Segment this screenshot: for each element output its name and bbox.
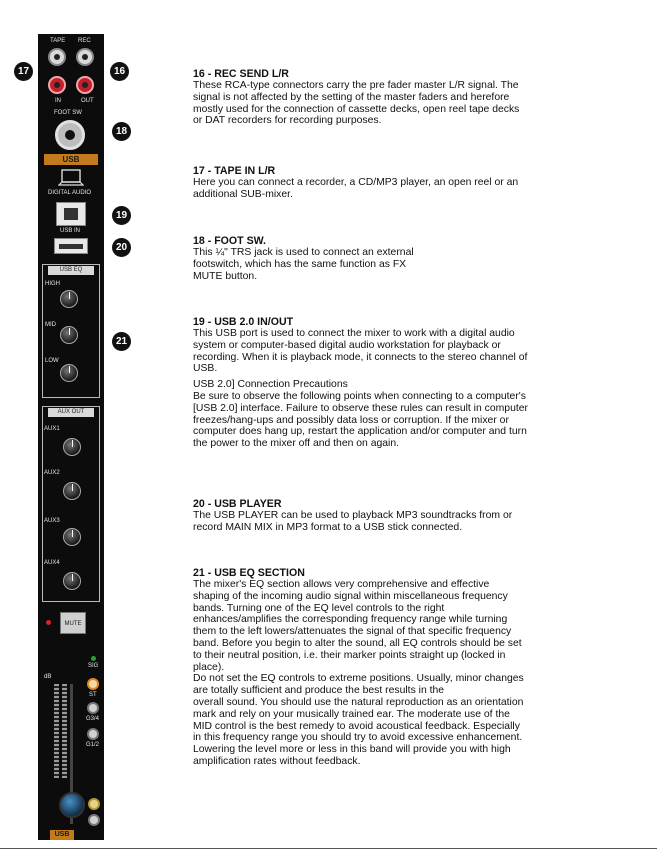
eq-low-label: LOW xyxy=(45,358,59,364)
usb-b-port[interactable] xyxy=(56,202,86,226)
mute-label: MUTE xyxy=(64,621,82,627)
section-19 xyxy=(193,316,603,450)
pfl-button[interactable] xyxy=(88,798,100,810)
g12-label: G1/2 xyxy=(86,742,100,748)
callout-19: 19 xyxy=(112,206,131,225)
section-19-precautions: USB 2.0] Connection Precautions Be sure to observe the following points when connecting to a computer's [USB 2.0] interface. Failure to observe these rules can result in computer freezes/hang-ups and possibly data loss or corruption. If the mixer or computer does hang up, restart the application and/or computer and turn the power to the mixer off and then on again. xyxy=(193,379,528,450)
level-meter-left xyxy=(54,684,59,778)
sig-label: SIG xyxy=(88,663,99,669)
section-21-title: 21 - USB EQ SECTION xyxy=(193,567,305,579)
foot-switch-jack xyxy=(55,120,85,150)
section-16-title: 16 - REC SEND L/R xyxy=(193,68,289,80)
section-17-body: Here you can connect a recorder, a CD/MP3 player, an open reel or an additional SUB-mixer. xyxy=(193,177,519,200)
eq-mid-knob[interactable] xyxy=(60,326,78,344)
section-19-body: This USB port is used to connect the mixer to work with a digital audio system or computer-based digital audio workstation for playback or recording. When it is playback mode, it connects to the stereo channel of USB. xyxy=(193,328,528,375)
rec-label: REC xyxy=(78,38,91,44)
tape-in-rca-right xyxy=(48,76,66,94)
page-bottom-rule xyxy=(0,848,657,849)
mute-button[interactable] xyxy=(60,612,86,634)
callout-20: 20 xyxy=(112,238,131,257)
g34-label: G3/4 xyxy=(86,716,100,722)
out-label: OUT xyxy=(81,98,94,104)
aux2-knob[interactable] xyxy=(63,482,81,500)
aux4-knob[interactable] xyxy=(63,572,81,590)
section-20-title: 20 - USB PLAYER xyxy=(193,498,282,510)
st-label: ST xyxy=(89,692,97,698)
section-21 xyxy=(193,567,603,768)
section-21-body: The mixer's EQ section allows very comprehensive and effective shaping of the incoming audio signal within miscellaneous frequency bands. Turning one of the EQ level controls to the right enhances/amplifies the corresponding frequency range while turning them to the left lowers/attenuates the signal of that specific frequency band. Before you begin to alter the sound, all EQ controls should be set to their neutral position, i.e. their marker points straight up (locked in place). Do not set the EQ controls to extreme positions. Usually, minor changes are totally sufficient and produce the best results in the overall sound. You should use the natural reproduction as an orientation mark and rely on your musically trained ear. The moderate use of the MID control is the best remedy to avoid acoustical feedback. Especially in this frequency range you should try to avoid excessive enhancement. Lowering the level more or less in this band will provide you with high amplification rates without feedback. xyxy=(193,579,524,767)
section-19-title: 19 - USB 2.0 IN/OUT xyxy=(193,316,294,328)
rec-out-rca-right xyxy=(76,76,94,94)
aux4-label: AUX4 xyxy=(44,560,60,566)
db-label: dB xyxy=(44,674,52,680)
eq-low-knob[interactable] xyxy=(60,364,78,382)
digital-audio-label: DIGITAL AUDIO xyxy=(48,190,92,196)
usb-a-port[interactable] xyxy=(54,238,88,254)
sig-led xyxy=(91,656,96,661)
section-18 xyxy=(193,235,603,282)
eq-high-label: HIGH xyxy=(45,281,60,287)
eq-mid-label: MID xyxy=(45,322,56,328)
aux1-knob[interactable] xyxy=(63,438,81,456)
callout-17: 17 xyxy=(14,62,33,81)
section-20 xyxy=(193,498,603,534)
section-16-body: These RCA-type connectors carry the pre fader master L/R signal. The signal is not affected by the setting of the master faders and herefore mostly used for the connection of cassette decks, open reel tape decks or DAT recorders for recording purposes. xyxy=(193,80,520,127)
mute-led xyxy=(46,620,51,625)
g12-assign-button[interactable] xyxy=(87,728,99,740)
callout-16: 16 xyxy=(110,62,129,81)
usb-eq-title: USB EQ xyxy=(48,266,94,275)
aux3-knob[interactable] xyxy=(63,528,81,546)
foot-sw-label: FOOT SW xyxy=(54,110,82,116)
rec-out-rca-left xyxy=(76,48,94,66)
solo-button[interactable] xyxy=(88,814,100,826)
fader-knob[interactable] xyxy=(59,792,85,818)
eq-high-knob[interactable] xyxy=(60,290,78,308)
g34-assign-button[interactable] xyxy=(87,702,99,714)
section-17 xyxy=(193,165,603,201)
section-16 xyxy=(193,68,603,127)
usb-section-header: USB xyxy=(44,154,98,165)
aux1-label: AUX1 xyxy=(44,426,60,432)
in-label: IN xyxy=(55,98,61,104)
st-assign-button[interactable] xyxy=(87,678,99,690)
aux2-label: AUX2 xyxy=(44,470,60,476)
tape-in-rca-left xyxy=(48,48,66,66)
aux3-label: AUX3 xyxy=(44,518,60,524)
callout-21: 21 xyxy=(112,332,131,351)
usb-in-label: USB IN xyxy=(60,228,81,234)
usb-footer-label: USB xyxy=(50,830,74,840)
section-18-title: 18 - FOOT SW. xyxy=(193,235,266,247)
section-17-title: 17 - TAPE IN L/R xyxy=(193,165,276,177)
tape-label: TAPE xyxy=(50,38,66,44)
aux-out-title: AUX OUT xyxy=(48,408,94,417)
callout-18: 18 xyxy=(112,122,131,141)
mixer-channel-strip xyxy=(38,34,104,840)
level-meter-right xyxy=(62,684,67,778)
section-20-body: The USB PLAYER can be used to playback MP3 soundtracks from or record MAIN MIX in MP3 format to a USB stick connected. xyxy=(193,510,513,533)
laptop-icon xyxy=(58,168,84,188)
section-18-body: This ¼" TRS jack is used to connect an external footswitch, which has the same function as FX MUTE button. xyxy=(193,247,414,282)
